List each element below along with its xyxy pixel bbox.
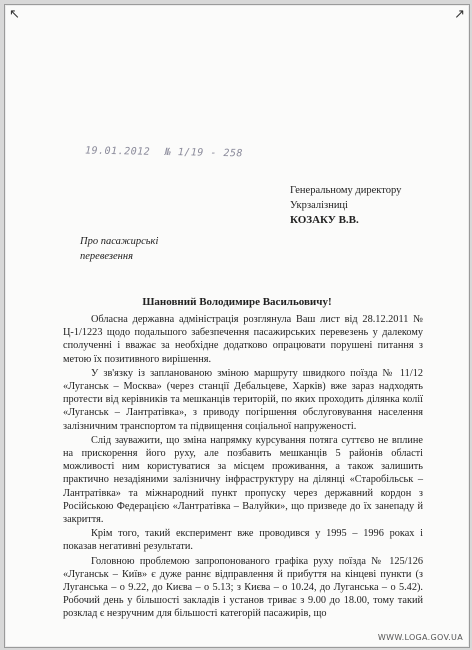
paragraph: Слід зауважити, що зміна напрямку курсування потяга суттєво не вплине на прискорення його руху, але позбавить мешканців 5 районів області можливості ним користуватися за місцем проживання, а також залишить практично незадіяними залізничну інфраструктуру на ділянці «Старобільськ – Лантратівка» та міжнародний пункт пропуску через державний кордон з Російською Федерацією «Лантратівка – Валуйки», що призведе до їх занепаду й закриття. — [63, 434, 423, 526]
greeting: Шановний Володимире Васильовичу! — [142, 296, 332, 308]
paragraph: У зв'язку із запланованою зміною маршруту швидкого поїзда № 11/12 «Луганськ – Москва» (через станції Дебальцеве, Харків) вже зараз надходять протести від керівників та мешканців територій, по яких проходить ділянка колії «Луганськ – Лантратівка», з приводу погіршення обслуговування населення залізничним транспортом та підвищення соціальної напруженості. — [63, 367, 423, 432]
addressee-organization: Укрзалізниці — [290, 200, 348, 211]
document-page — [4, 4, 470, 648]
letter-body — [63, 313, 423, 622]
site-watermark: WWW.LOGA.GOV.UA — [377, 633, 463, 642]
paragraph: Обласна державна адміністрація розглянула Ваш лист від 28.12.2011 № Ц-1/1223 щодо подальшого забезпечення пасажирських перевезень у далекому сполученні і вважає за необхідне додатково опрацювати порушені питання з метою їх позитивного вирішення. — [63, 314, 423, 365]
scan-corner-mark-right: ↗ — [454, 7, 465, 22]
subject-line-1: Про пасажирські — [80, 236, 159, 247]
subject-line-2: перевезення — [80, 251, 133, 262]
registration-date: 19.01.2012 — [84, 145, 151, 158]
addressee-name: КОЗАКУ В.В. — [290, 214, 359, 226]
paragraph: Головною проблемою запропонованого графіка руху поїзда № 125/126 «Луганськ – Київ» є дуже раннє відправлення й прибуття на кінцеві пункти (з Луганська – о 9.22, до Києва – о 5.13; з Києва – о 10.24, до Луганська – о 5.42). Робочий день у більшості закладів і установ триває з 9.00 до 18.00, тому такий розклад є незручним для більшості категорій пасажирів, що — [63, 555, 423, 620]
subject-block — [80, 234, 210, 264]
registration-stamp — [85, 146, 251, 160]
registration-number: № 1/19 - 258 — [164, 146, 244, 160]
paragraph: Крім того, такий експеримент вже проводився у 1995 – 1996 роках і показав негативні результати. — [63, 528, 423, 553]
addressee-block — [290, 183, 460, 228]
addressee-title: Генеральному директору — [290, 185, 402, 196]
scan-corner-mark-left: ↖ — [9, 7, 20, 22]
